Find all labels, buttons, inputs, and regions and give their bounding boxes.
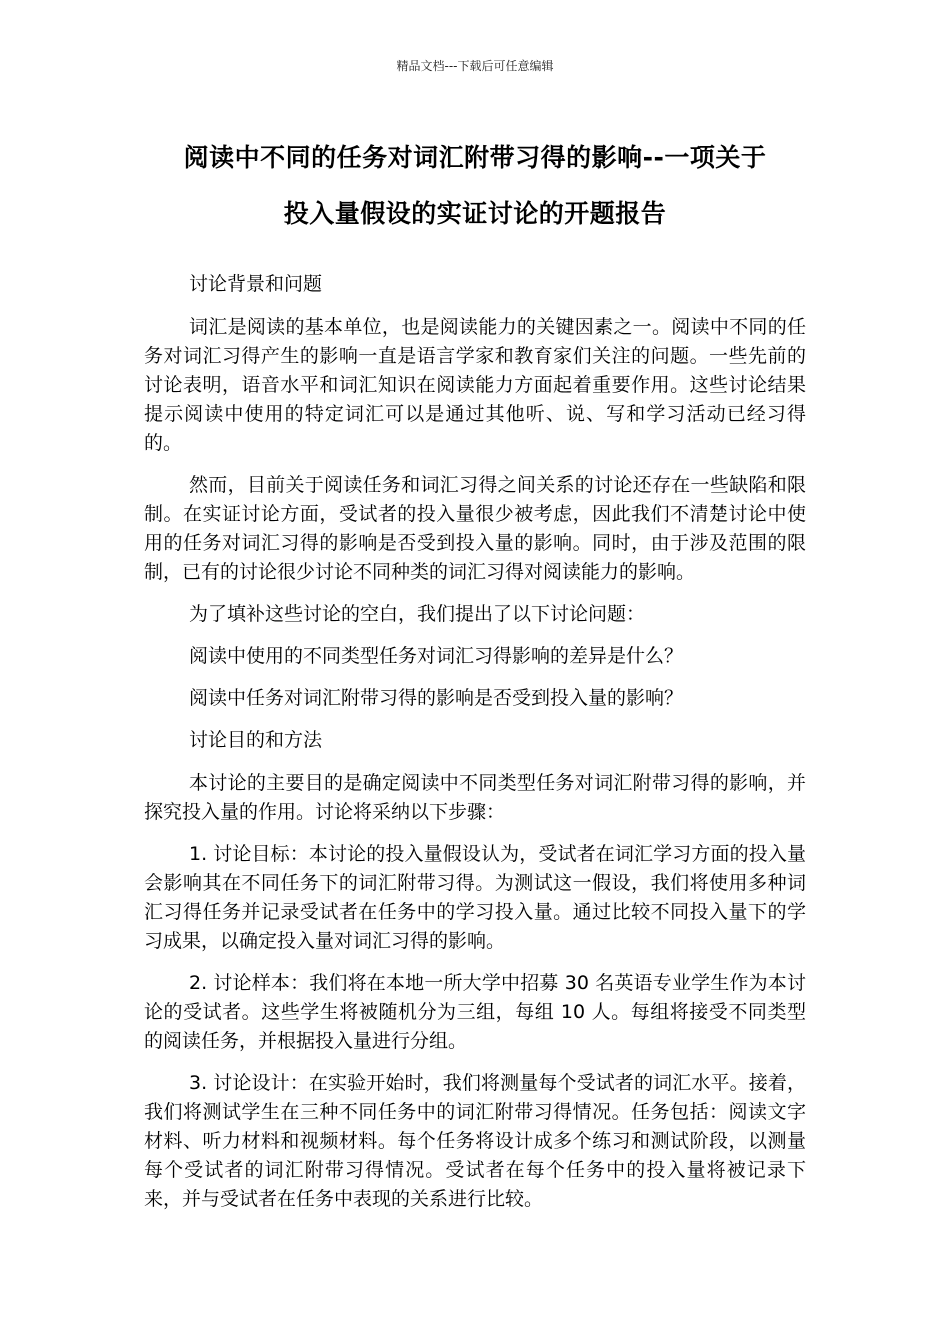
step-1-goal: 1. 讨论目标：本讨论的投入量假设认为，受试者在词汇学习方面的投入量会影响其在不同任务下的词汇附带习得。为测试这一假设，我们将使用多种词汇习得任务并记录受试者在任务中的学习投入量。通过比较不同投入量下的学习成果，以确定投入量对词汇习得的影响。 <box>144 843 806 952</box>
section-heading-purpose: 讨论目的和方法 <box>189 729 323 751</box>
paragraph-intro: 词汇是阅读的基本单位，也是阅读能力的关键因素之一。阅读中不同的任务对词汇习得产生的影响一直是语言学家和教育家们关注的问题。一些先前的讨论表明，语音水平和词汇知识在阅读能力方面起着重要作用。这些讨论结果提示阅读中使用的特定词汇可以是通过其他听、说、写和学习活动已经习得的。 <box>144 316 806 454</box>
header-note: 精品文档---下载后可任意编辑 <box>396 59 554 73</box>
paragraph-questions-lead: 为了填补这些讨论的空白，我们提出了以下讨论问题： <box>189 603 646 625</box>
title-line-1: 阅读中不同的任务对词汇附带习得的影响--一项关于 <box>183 143 767 172</box>
paragraph-purpose: 本讨论的主要目的是确定阅读中不同类型任务对词汇附带习得的影响，并探究投入量的作用。讨论将采纳以下步骤： <box>144 772 806 823</box>
section-heading-background: 讨论背景和问题 <box>189 273 323 295</box>
paragraph-limitations: 然而，目前关于阅读任务和词汇习得之间关系的讨论还存在一些缺陷和限制。在实证讨论方面，受试者的投入量很少被考虑，因此我们不清楚讨论中使用的任务对词汇习得的影响是否受到投入量的影响。同时，由于涉及范围的限制，已有的讨论很少讨论不同种类的词汇习得对阅读能力的影响。 <box>144 474 806 583</box>
research-question-2: 阅读中任务对词汇附带习得的影响是否受到投入量的影响？ <box>189 687 684 709</box>
document-title <box>120 130 830 242</box>
step-2-sample: 2. 讨论样本：我们将在本地一所大学中招募 30 名英语专业学生作为本讨论的受试者。这些学生将被随机分为三组，每组 10 人。每组将接受不同类型的阅读任务，并根据投入量进行分组。 <box>144 972 806 1052</box>
research-question-1: 阅读中使用的不同类型任务对词汇习得影响的差异是什么？ <box>189 645 684 667</box>
step-3-design: 3. 讨论设计：在实验开始时，我们将测量每个受试者的词汇水平。接着，我们将测试学生在三种不同任务中的词汇附带习得情况。任务包括：阅读文字材料、听力材料和视频材料。每个任务将设计成多个练习和测试阶段，以测量每个受试者的词汇附带习得情况。受试者在每个任务中的投入量将被记录下来，并与受试者在任务中表现的关系进行比较。 <box>144 1072 806 1210</box>
title-line-2: 投入量假设的实证讨论的开题报告 <box>283 199 667 228</box>
document-body <box>144 270 806 1227</box>
